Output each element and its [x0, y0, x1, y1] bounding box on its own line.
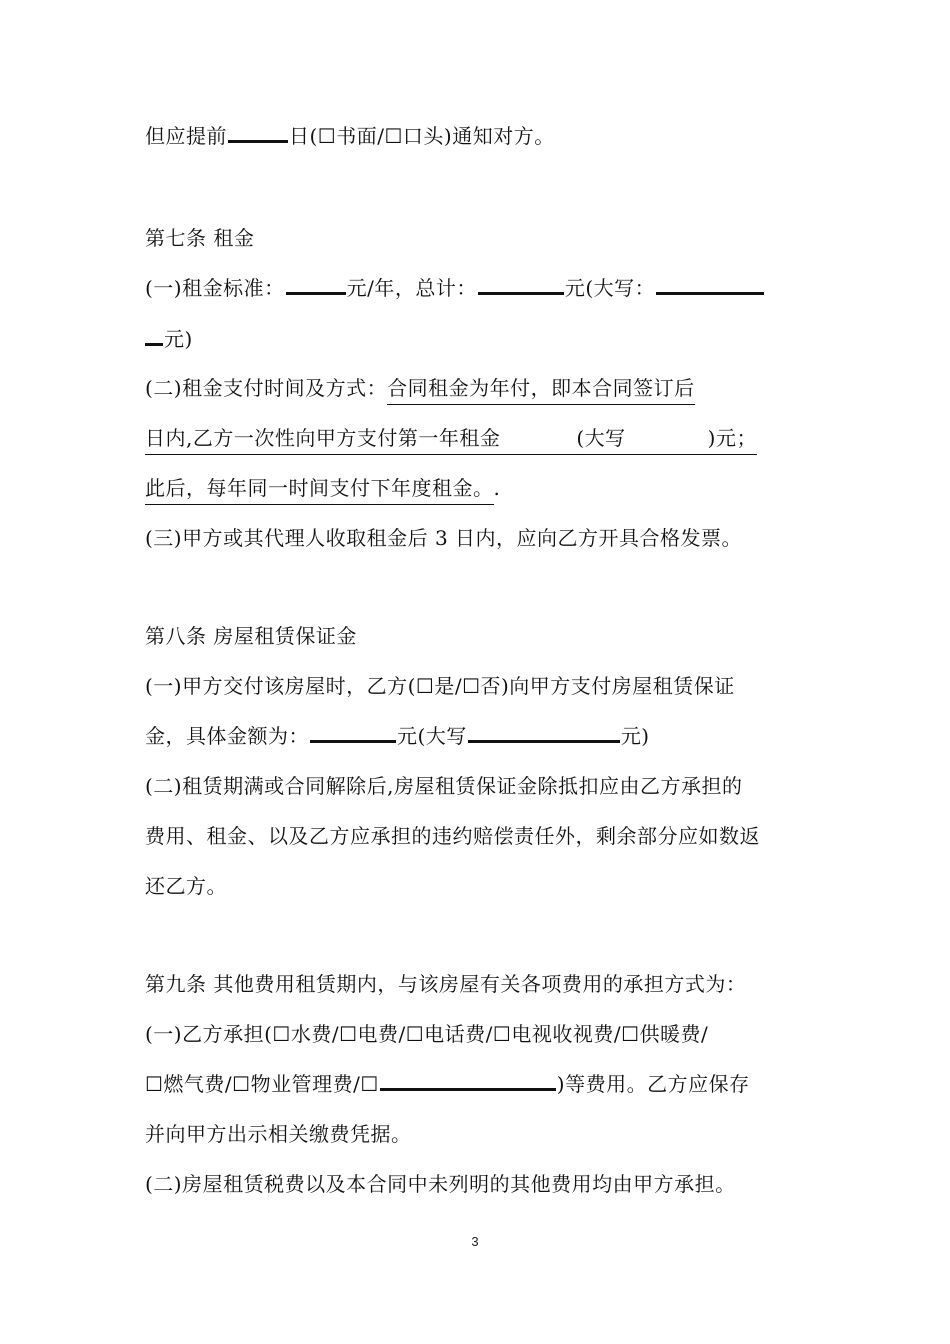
text: . — [493, 476, 501, 500]
text: 元(大写 — [397, 724, 467, 748]
blank-rent-per-year[interactable] — [286, 278, 346, 295]
underlined-segment — [145, 426, 757, 455]
article-9-title: 第九条 其他费用租赁期内，与该房屋有关各项费用的承担方式为： — [145, 972, 747, 996]
underlined-text: 合同租金为年付，即本合同签订后 — [387, 376, 695, 405]
blank-rent-total-capital-cont[interactable] — [145, 329, 163, 346]
article-7-clause-2-cont — [145, 424, 810, 452]
text: )元； — [707, 426, 757, 450]
article-9-clause-1-cont — [145, 1070, 810, 1098]
underlined-text: 此后，每年同一时间支付下年度租金。 — [145, 476, 494, 505]
blank-days[interactable] — [228, 126, 288, 143]
text: )等费用。乙方应保存 — [556, 1072, 750, 1096]
blank-rent-total-capital[interactable] — [656, 278, 764, 295]
text: 金，具体金额为： — [145, 724, 309, 748]
article-8-clause-1: (一)甲方交付该房屋时，乙方(☐是/☐否)向甲方支付房屋租赁保证 — [145, 674, 735, 698]
article-7-title: 第七条 租金 — [145, 226, 255, 250]
text: 但应提前 — [145, 124, 227, 148]
text: 元/年，总计： — [346, 276, 477, 300]
article-7-clause-1-cont — [145, 325, 810, 353]
blank-other-fees[interactable] — [380, 1074, 556, 1091]
text: (一)租金标准： — [145, 276, 285, 300]
article-8-clause-2-cont: 费用、租金、以及乙方应承担的违约赔偿责任外，剩余部分应如数返 — [145, 824, 760, 848]
blank-deposit-capital[interactable] — [468, 726, 620, 743]
article-7-clause-3: (三)甲方或其代理人收取租金后 3 日内，应向乙方开具合格发票。 — [145, 526, 743, 550]
article-7-clause-2-end — [145, 474, 810, 502]
text: (大写 — [576, 426, 626, 450]
article-7-clause-2 — [145, 374, 810, 402]
article-8-clause-1-cont — [145, 722, 810, 750]
article-9-clause-2: (二)房屋租赁税费以及本合同中未列明的其他费用均由甲方承担。 — [145, 1172, 736, 1196]
text: 日(☐书面/☐口头)通知对方。 — [289, 124, 555, 148]
blank-rent-total[interactable] — [478, 278, 564, 295]
text: 元) — [164, 327, 193, 351]
blank-deposit-amount[interactable] — [310, 726, 396, 743]
text: (二)租金支付时间及方式： — [145, 376, 388, 400]
text: 元(大写： — [564, 276, 656, 300]
article-7-clause-1 — [145, 274, 810, 302]
article-8-clause-2: (二)租赁期满或合同解除后,房屋租赁保证金除抵扣应由乙方承担的 — [145, 774, 743, 798]
article-8-clause-2-end: 还乙方。 — [145, 874, 227, 898]
page-number: 3 — [471, 1234, 479, 1249]
article-8-title: 第八条 房屋租赁保证金 — [145, 624, 357, 648]
text: 元) — [620, 724, 650, 748]
text: 日内,乙方一次性向甲方支付第一年租金 — [145, 426, 501, 450]
article-9-clause-1: (一)乙方承担(☐水费/☐电费/☐电话费/☐电视收视费/☐供暖费/ — [145, 1022, 709, 1046]
article-9-clause-1-end: 并向甲方出示相关缴费凭据。 — [145, 1122, 412, 1146]
text: ☐燃气费/☐物业管理费/☐ — [145, 1072, 379, 1096]
paragraph-notice — [145, 122, 810, 150]
